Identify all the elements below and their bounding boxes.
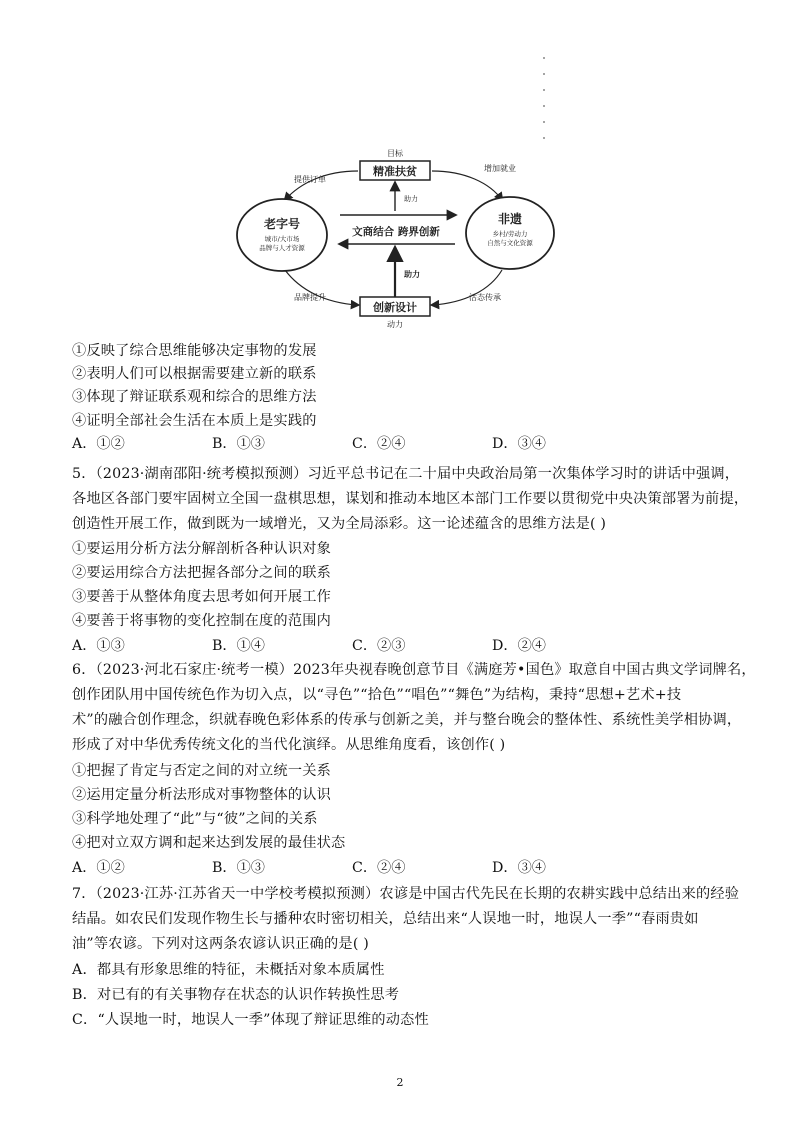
q4-option-4: ④证明全部社会生活在本质上是实践的 — [72, 413, 317, 429]
top-box-text: 精准扶贫 — [373, 165, 417, 178]
q5-answer-row — [72, 635, 732, 655]
right-circle-sub2: 自然与文化资源 — [487, 239, 533, 247]
q5-option-2: ②要运用综合方法把握各部分之间的联系 — [72, 565, 331, 581]
scan-dots — [541, 55, 547, 145]
left-circle-sub1: 城市/大市场 — [264, 235, 300, 243]
q6-stem-line-2: 创作团队用中国传统色作为切入点，以“寻色”“拾色”“唱色”“舞色”为结构，秉持“思想+艺术+技 — [72, 687, 682, 703]
left-circle-sub2: 品牌与人才资源 — [259, 244, 305, 252]
q5-stem-line-2: 各地区各部门要牢固树立全国一盘棋思想，谋划和推动本地区本部门工作要以贯彻党中央决策部署为前提， — [72, 491, 749, 507]
concept-diagram — [230, 145, 560, 330]
q7-stem-line-3: 油”等农谚。下列对这两条农谚认识正确的是( ) — [72, 936, 369, 952]
q4-option-3: ③体现了辩证联系观和综合的思维方法 — [72, 389, 317, 405]
q4-option-2: ②表明人们可以根据需要建立新的联系 — [72, 366, 317, 382]
bottom-box-text: 创新设计 — [373, 301, 417, 314]
q5-option-3: ③要善于从整体角度去思考如何开展工作 — [72, 589, 331, 605]
arrow-top-right — [432, 171, 502, 200]
q4-answer-row — [72, 433, 732, 453]
q6-option-3: ③科学地处理了“此”与“彼”之间的关系 — [72, 811, 318, 827]
q6-answer-b: B．①③ — [212, 860, 265, 876]
q4-option-1: ①反映了综合思维能够决定事物的发展 — [72, 343, 317, 359]
q5-option-4: ④要善于将事物的变化控制在度的范围内 — [72, 613, 331, 629]
lower-arrow-label: 助力 — [404, 270, 420, 279]
q5-answer-d: D．②④ — [492, 638, 546, 654]
bottom-left-label: 品牌提升 — [294, 293, 326, 302]
q4-answer-d: D．③④ — [492, 436, 546, 452]
q5-answer-b: B．①④ — [212, 638, 265, 654]
q6-option-4: ④把对立双方调和起来达到发展的最佳状态 — [72, 835, 346, 851]
q6-answer-a: A．①② — [72, 860, 125, 876]
q5-stem-line-1: 5．（2023·湖南邵阳·统考模拟预测）习近平总书记在二十届中央政治局第一次集体学习时的讲话中强调， — [72, 466, 740, 482]
q6-option-1: ①把握了肯定与否定之间的对立统一关系 — [72, 763, 331, 779]
q5-answer-a: A．①③ — [72, 638, 125, 654]
top-right-label: 增加就业 — [484, 164, 516, 173]
page-number: 2 — [396, 1076, 404, 1089]
left-circle-title: 老字号 — [263, 217, 301, 231]
q6-stem-line-1: 6．（2023·河北石家庄·统考一模）2023年央视春晚创意节目《满庭芳•国色》取意自中国古典文学词牌名， — [72, 662, 756, 678]
q6-answer-d: D．③④ — [492, 860, 546, 876]
q4-answer-a: A．①② — [72, 436, 125, 452]
q4-answer-b: B．①③ — [212, 436, 265, 452]
diagram-top-label: 目标 — [387, 149, 403, 158]
q6-stem-line-4: 形成了对中华优秀传统文化的当代化演绎。从思维角度看，该创作( ) — [72, 737, 506, 753]
q6-answer-row — [72, 857, 732, 877]
q4-answer-c: C．②④ — [352, 436, 406, 452]
q7-stem-line-2: 结晶。如农民们发现作物生长与播种农时密切相关，总结出来“人误地一时，地误人一季”“春雨贵如 — [72, 911, 699, 927]
q5-answer-c: C．②③ — [352, 638, 406, 654]
q7-stem-line-1: 7．（2023·江苏·江苏省天一中学校考模拟预测）农谚是中国古代先民在长期的农耕实践中总结出来的经验 — [72, 886, 740, 902]
q5-stem-line-3: 创造性开展工作，做到既为一域增光，又为全局添彩。这一论述蕴含的思维方法是( ) — [72, 516, 607, 532]
right-circle-sub1: 乡村/劳动力 — [492, 230, 528, 238]
bottom-label: 动力 — [387, 320, 403, 329]
q6-answer-c: C．②④ — [352, 860, 406, 876]
q7-option-b: B．对已有的有关事物存在状态的认识作转换性思考 — [72, 987, 400, 1003]
upper-arrow-label: 助力 — [404, 195, 418, 203]
top-left-label: 提供订单 — [294, 175, 326, 184]
q6-stem-line-3: 术”的融合创作理念，织就春晚色彩体系的传承与创新之美，并与整台晚会的整体性、系统性美学相协调， — [72, 712, 742, 728]
center-text: 文商结合 跨界创新 — [352, 226, 440, 238]
right-circle-title: 非遗 — [497, 212, 523, 226]
q7-option-a: A．都具有形象思维的特征，未概括对象本质属性 — [72, 962, 385, 978]
q5-option-1: ①要运用分析方法分解剖析各种认识对象 — [72, 541, 331, 557]
bottom-right-label: 活态传承 — [469, 293, 501, 302]
q6-option-2: ②运用定量分析法形成对事物整体的认识 — [72, 787, 331, 803]
q7-option-c: C．“人误地一时，地误人一季”体现了辩证思维的动态性 — [72, 1012, 429, 1028]
